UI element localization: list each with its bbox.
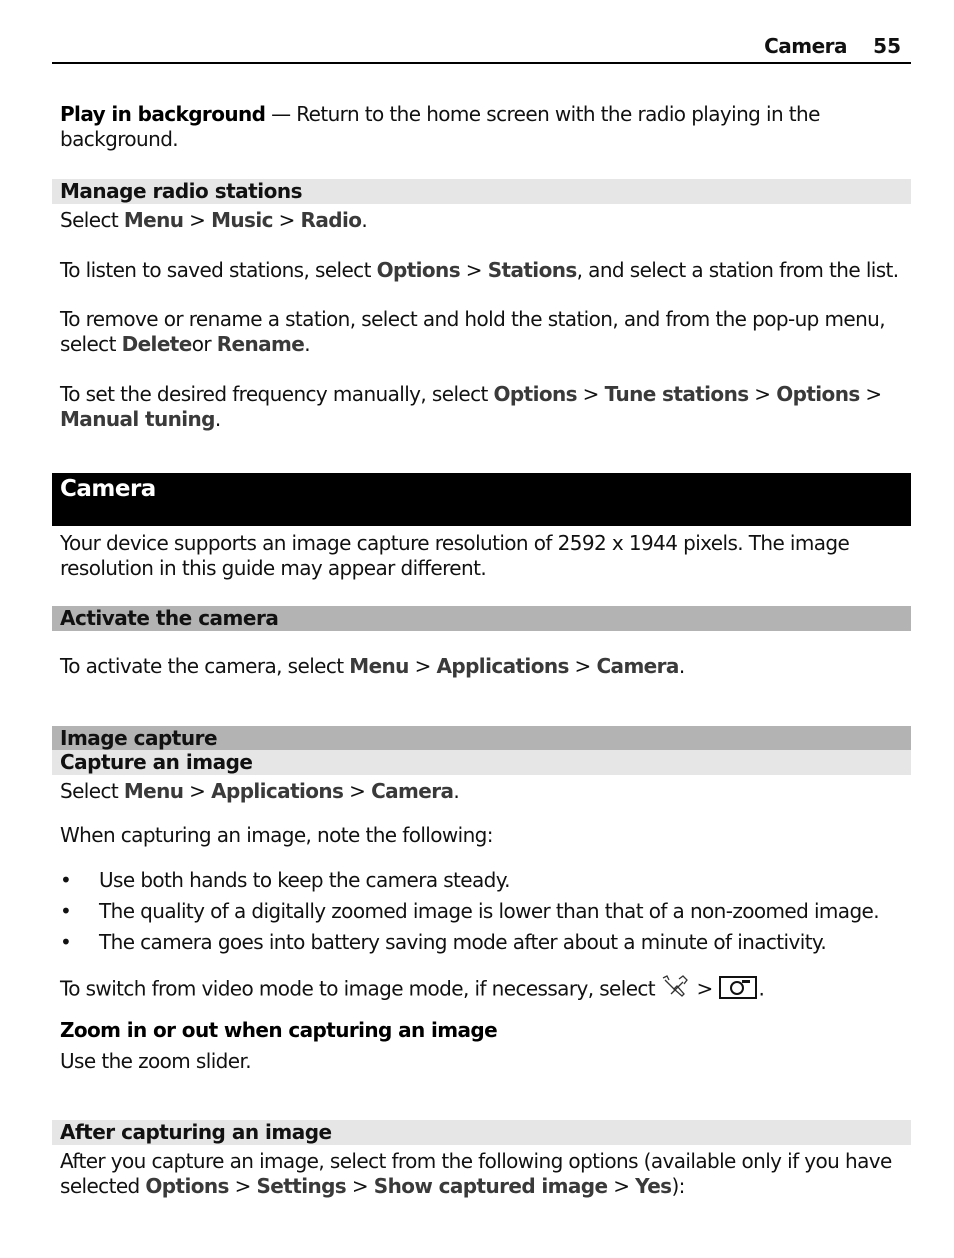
menu-label: Menu [123, 779, 184, 803]
bullet-dot: • [60, 930, 72, 954]
bullet-text: Use both hands to keep the camera steady. [99, 868, 510, 892]
separator: > [607, 1174, 636, 1198]
period: . [304, 332, 311, 356]
camera-label: Camera [371, 779, 454, 803]
separator: > [228, 1174, 257, 1198]
separator: > [576, 382, 605, 406]
separator: > [859, 382, 882, 406]
image-capture-heading: Image capture [52, 726, 911, 751]
separator: > [346, 1174, 374, 1198]
text: , and select a station from the list. [576, 258, 899, 282]
capture-select-path [60, 779, 910, 804]
remove-rename-paragraph [60, 307, 910, 357]
manual-frequency-paragraph [60, 382, 910, 432]
switch-mode-paragraph [60, 974, 910, 1006]
camera-label: Camera [596, 654, 679, 678]
separator: > [568, 654, 597, 678]
text: Select [60, 208, 124, 232]
play-in-background-term: Play in background [60, 102, 266, 126]
tools-icon [661, 974, 691, 1006]
listen-saved-paragraph [60, 258, 910, 283]
select-radio-path [60, 208, 910, 233]
applications-label: Applications [436, 654, 569, 678]
after-capturing-paragraph [60, 1149, 910, 1199]
text: To set the desired frequency manually, select [60, 382, 494, 406]
play-in-background-desc: — Return to the home screen with the radio playing in the background. [60, 102, 820, 151]
manage-radio-stations-heading: Manage radio stations [52, 179, 911, 204]
separator: > [460, 258, 488, 282]
zoom-text: Use the zoom slider. [60, 1049, 251, 1073]
note-intro: When capturing an image, note the following: [60, 823, 493, 847]
show-captured-image-label: Show captured image [373, 1174, 608, 1198]
period: . [678, 654, 685, 678]
settings-label: Settings [256, 1174, 347, 1198]
rename-label: Rename [216, 332, 305, 356]
period: . [214, 407, 221, 431]
activate-camera-paragraph [60, 654, 910, 679]
separator: > [183, 779, 212, 803]
manual-tuning-label: Manual tuning [60, 407, 215, 431]
music-label: Music [211, 208, 273, 232]
bullet-text: The quality of a digitally zoomed image is lower than that of a non-zoomed image. [99, 899, 880, 923]
header-section-title: Camera [764, 34, 847, 58]
separator: > [690, 976, 719, 1001]
page-number: 55 [873, 34, 901, 58]
zoom-heading: Zoom in or out when capturing an image [60, 1018, 498, 1042]
radio-label: Radio [300, 208, 362, 232]
tune-stations-label: Tune stations [604, 382, 749, 406]
period: . [361, 208, 368, 232]
text: ): [671, 1174, 685, 1198]
camera-icon [718, 974, 758, 1006]
camera-intro-paragraph: Your device supports an image capture resolution of 2592 x 1944 pixels. The image resolution in this guide may appear different. [60, 531, 850, 580]
bullet-text: The camera goes into battery saving mode after about a minute of inactivity. [99, 930, 827, 954]
capture-image-heading: Capture an image [52, 750, 911, 775]
menu-label: Menu [123, 208, 184, 232]
camera-section-title: Camera [52, 473, 911, 526]
bullet-dot: • [60, 899, 72, 923]
stations-label: Stations [487, 258, 577, 282]
yes-label: Yes [635, 1174, 672, 1198]
period: . [453, 779, 460, 803]
options-label: Options [376, 258, 460, 282]
text: After you capture an image, select from the following options (available only if you have selected [60, 1149, 892, 1198]
menu-label: Menu [349, 654, 409, 678]
applications-label: Applications [211, 779, 344, 803]
text: To activate the camera, select [60, 654, 350, 678]
separator: > [272, 208, 301, 232]
activate-camera-heading: Activate the camera [52, 606, 911, 631]
text: or [191, 332, 217, 356]
options-label: Options [493, 382, 577, 406]
after-capturing-heading: After capturing an image [52, 1120, 911, 1145]
period: . [758, 976, 765, 1001]
text: To listen to saved stations, select [60, 258, 377, 282]
text: Select [60, 779, 124, 803]
separator: > [748, 382, 777, 406]
text: To switch from video mode to image mode, if necessary, select [60, 976, 661, 1001]
text: To remove or rename a station, select and hold the station, and from the pop-up menu, select [60, 307, 885, 356]
separator: > [183, 208, 212, 232]
page-header [52, 32, 911, 64]
delete-label: Delete [121, 332, 192, 356]
bullet-dot: • [60, 868, 72, 892]
separator: > [343, 779, 372, 803]
options-label: Options [776, 382, 860, 406]
play-in-background-paragraph [60, 102, 910, 152]
separator: > [408, 654, 437, 678]
options-label: Options [145, 1174, 229, 1198]
